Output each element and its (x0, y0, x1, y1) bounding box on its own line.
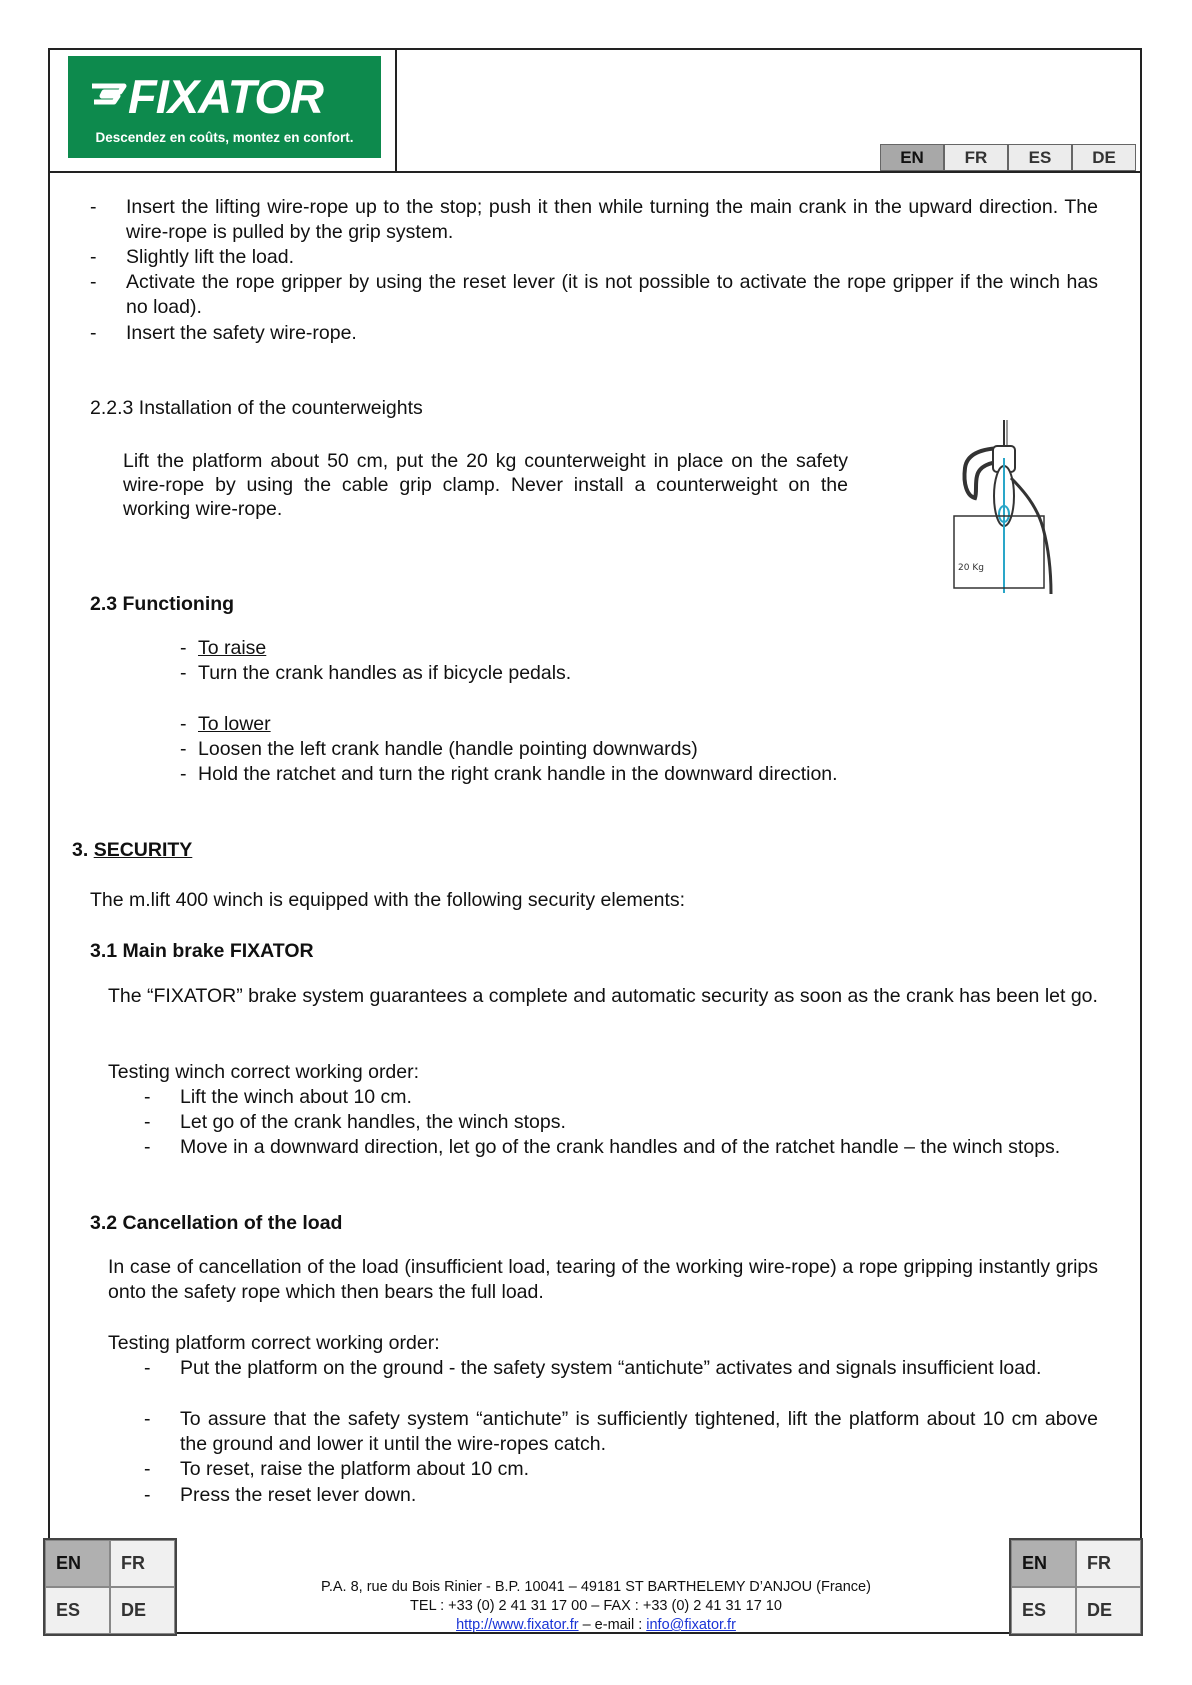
list-dash: - (180, 713, 187, 735)
list-item: Hold the ratchet and turn the right crank handle in the downward direction. (198, 763, 838, 785)
lang-tab-de[interactable]: DE (1076, 1587, 1141, 1634)
list-dash: - (144, 1357, 151, 1379)
counterweight-figure (945, 418, 1060, 596)
list-item: Slightly lift the load. (126, 246, 295, 268)
footer-address: P.A. 8, rue du Bois Rinier - B.P. 10041 – 49181 ST BARTHELEMY D’ANJOU (France) (321, 1579, 871, 1595)
list-dash: - (144, 1086, 151, 1108)
paragraph: Testing winch correct working order: (108, 1061, 420, 1083)
list-dash: - (180, 738, 187, 760)
section-heading: 2.2.3 Installation of the counterweights (90, 397, 423, 419)
list-dash: - (144, 1136, 151, 1158)
list-item: Loosen the left crank handle (handle pointing downwards) (198, 738, 698, 760)
footer-contact (200, 1616, 992, 1634)
list-item: Insert the lifting wire-rope up to the stop; push it then while turning the main crank in the upward direction. The wire-rope is pulled by the grip system. (126, 196, 1098, 243)
list-dash: - (144, 1458, 151, 1480)
email-link[interactable]: info@fixator.fr (646, 1617, 736, 1633)
paragraph: The m.lift 400 winch is equipped with the following security elements: (90, 889, 686, 911)
logo-word: FIXATOR (128, 70, 323, 123)
section-title: SECURITY (93, 839, 193, 861)
lang-tab-es[interactable]: ES (1008, 144, 1072, 171)
list-item: Move in a downward direction, let go of the crank handles and of the ratchet handle – the winch stops. (180, 1136, 1061, 1158)
lang-tab-fr[interactable]: FR (1076, 1540, 1141, 1587)
lang-tab-es[interactable]: ES (1011, 1587, 1076, 1634)
fixator-logo (68, 56, 381, 158)
list-dash: - (180, 763, 187, 785)
list-dash: - (144, 1484, 151, 1506)
list-dash: - (90, 271, 97, 293)
list-dash: - (90, 322, 97, 344)
lang-tab-en[interactable]: EN (1011, 1540, 1076, 1587)
logo-mark-icon (90, 80, 128, 106)
list-item: Insert the safety wire-rope. (126, 322, 357, 344)
list-item: To reset, raise the platform about 10 cm. (180, 1458, 530, 1480)
footer-phone: TEL : +33 (0) 2 41 31 17 00 – FAX : +33 (0) 2 41 31 17 10 (410, 1598, 782, 1614)
footer-language-box-right (1009, 1538, 1143, 1636)
paragraph: The “FIXATOR” brake system guarantees a complete and automatic security as soon as the crank has been let go. (108, 985, 1098, 1007)
paragraph: Lift the platform about 50 cm, put the 20 kg counterweight in place on the safety wire-rope by using the cable grip clamp. Never install a counterweight on the working wire-rope. (123, 450, 848, 520)
subheading: To lower (198, 713, 271, 735)
section-heading: 2.3 Functioning (90, 593, 235, 615)
list-item: Turn the crank handles as if bicycle pedals. (198, 662, 572, 684)
list-item: Let go of the crank handles, the winch stops. (180, 1111, 566, 1133)
list-dash: - (180, 662, 187, 684)
subheading: To raise (198, 637, 267, 659)
email-separator: – e-mail : (578, 1617, 647, 1633)
list-item: Press the reset lever down. (180, 1484, 417, 1506)
header-divider (395, 48, 397, 173)
list-dash: - (144, 1408, 151, 1430)
section-heading: 3.1 Main brake FIXATOR (90, 940, 314, 962)
list-item: Put the platform on the ground - the safety system “antichute” activates and signals insufficient load. (180, 1357, 1042, 1379)
list-dash: - (180, 637, 187, 659)
logo-tagline: Descendez en coûts, montez en confort. (95, 130, 354, 145)
language-tabs (880, 144, 1136, 171)
figure-label: 20 Kg (958, 563, 984, 573)
lang-tab-es[interactable]: ES (45, 1587, 110, 1634)
list-dash: - (90, 246, 97, 268)
section-heading: 3.2 Cancellation of the load (90, 1212, 343, 1234)
footer-language-box-left (43, 1538, 177, 1636)
list-item: Lift the winch about 10 cm. (180, 1086, 412, 1108)
lang-tab-en[interactable]: EN (45, 1540, 110, 1587)
list-item: Activate the rope gripper by using the reset lever (it is not possible to activate the rope gripper if the winch has no load). (126, 271, 1098, 318)
section-number: 3. (72, 839, 89, 861)
list-dash: - (90, 196, 97, 218)
list-dash: - (144, 1111, 151, 1133)
lang-tab-fr[interactable]: FR (944, 144, 1008, 171)
lang-tab-de[interactable]: DE (110, 1587, 175, 1634)
lang-tab-en[interactable]: EN (880, 144, 944, 171)
header-divider (48, 171, 1142, 173)
paragraph: Testing platform correct working order: (108, 1332, 440, 1354)
paragraph: In case of cancellation of the load (insufficient load, tearing of the working wire-rope) a rope gripping instantly grips onto the safety rope which then bears the full load. (108, 1256, 1098, 1303)
list-item: To assure that the safety system “antichute” is sufficiently tightened, lift the platform about 10 cm above the ground and lower it until the wire-ropes catch. (180, 1408, 1098, 1455)
section-heading (72, 838, 192, 863)
lang-tab-fr[interactable]: FR (110, 1540, 175, 1587)
lang-tab-de[interactable]: DE (1072, 144, 1136, 171)
website-link[interactable]: http://www.fixator.fr (456, 1617, 579, 1633)
